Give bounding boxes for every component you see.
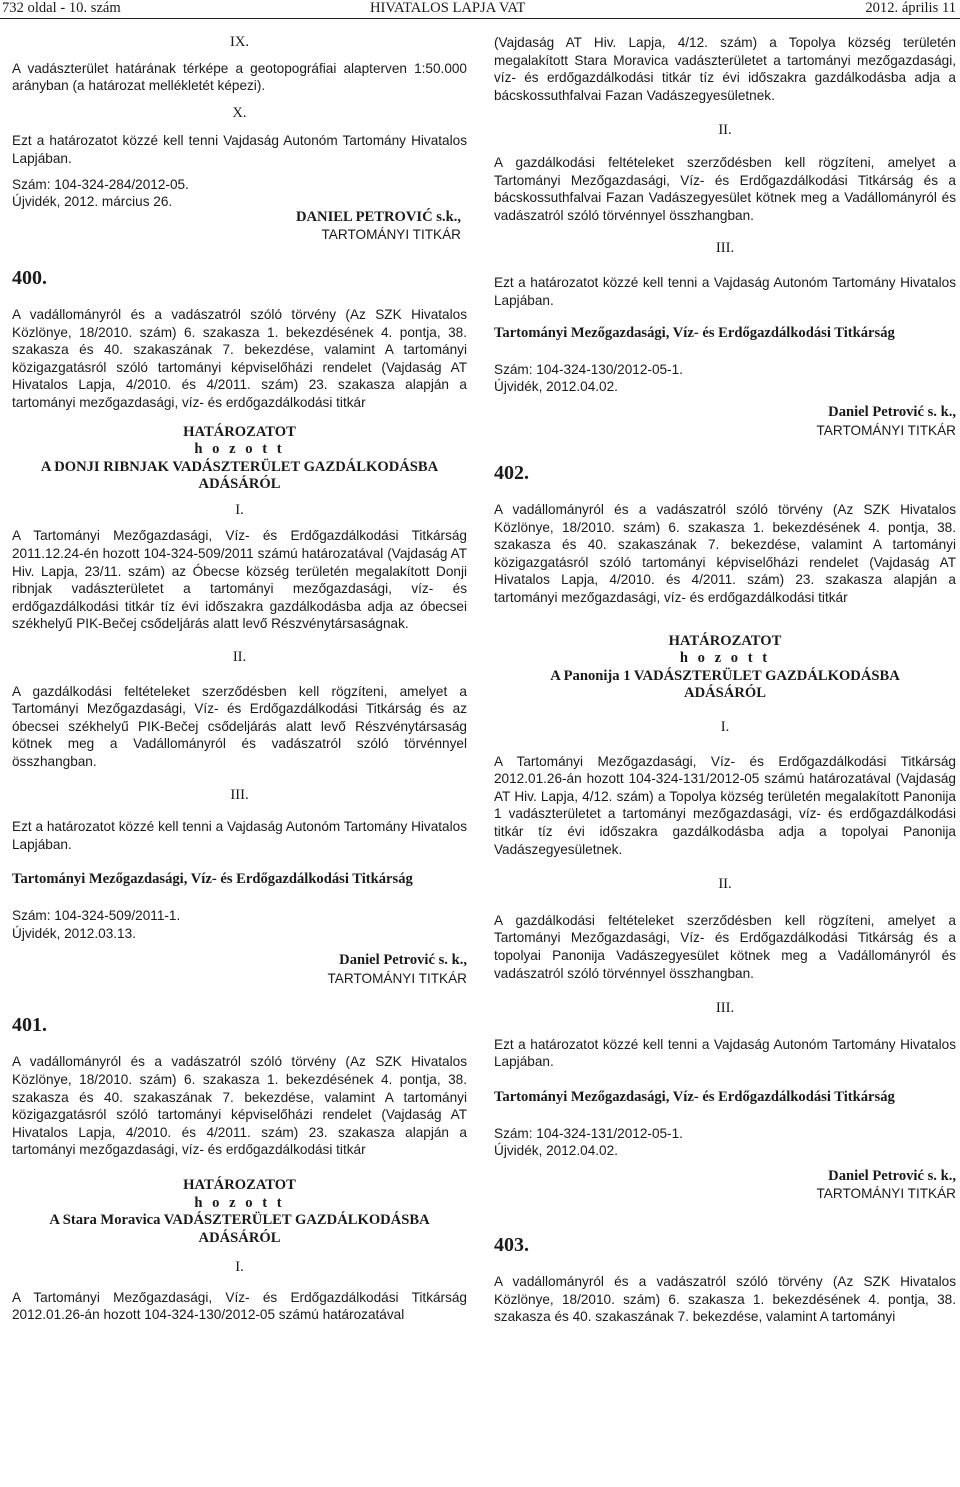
signature-name: DANIEL PETROVIĆ s.k., [295, 208, 461, 225]
decree-400-text-ii: A gazdálkodási feltételeket szerződésben kell rögzíteni, amelyet a Tartományi Mezőgazdasági, Víz- és Erdőgazdálkodási Titkárság és az óbecsei székhelyű PIK-Bečej csődeljárás alatt levő Részvénytársaság kötnek meg a Vadállományról és vadászatról szóló törvénnyel összhangban. [12, 683, 467, 769]
decree-400-date: Újvidék, 2012.03.13. [12, 925, 136, 941]
right-column [494, 34, 956, 1326]
decree-402-section-ii: II. [718, 876, 732, 893]
signature-title: TARTOMÁNYI TITKÁR [321, 227, 461, 243]
decree-401-title: A Stara Moravica VADÁSZTERÜLET GAZDÁLKODÁSBA ADÁSÁRÓL [49, 1212, 430, 1246]
decree-400-section-i: I. [235, 501, 244, 518]
decree-400-intro: A vadállományról és a vadászatról szóló törvény (Az SZK Hivatalos Közlönye, 18/2010. szám) 6. szakasza 1. bekezdésének 4. pontja, 38. szakasza és 40. szakaszának 7. bekezdése, valamint A tartományi közigazgatásról szóló tartományi képviselőházi rendelet (Vajdaság AT Hivatalos Lapja, 4/2010. és 4/2011. szám) 23. szakasza alapján a tartományi mezőgazdasági, víz- és erdőgazdálkodási titkár [12, 306, 467, 410]
decree-402-text-iii: Ezt a határozatot közzé kell tenni a Vajdaság Autonóm Tartomány Hivatalos Lapjában. [494, 1036, 956, 1070]
decree-401-text-i: A Tartományi Mezőgazdasági, Víz- és Erdőgazdálkodási Titkárság 2012.01.26-án hozott 104-324-130/2012-05 számú határozatával [12, 1289, 467, 1323]
section-x-heading: X. [232, 104, 247, 121]
decree-400-section-iii: III. [230, 786, 249, 803]
header-date: 2012. április 11 [865, 0, 956, 16]
decree-402-section-i: I. [720, 719, 730, 736]
header-journal-title: HIVATALOS LAPJA VAT [370, 0, 526, 16]
header-page-number: 732 oldal - 10. szám [2, 0, 121, 16]
decree-402-text-ii: A gazdálkodási feltételeket szerződésben kell rögzíteni, amelyet a Tartományi Mezőgazdasági, Víz- és Erdőgazdálkodási Titkárság és a topolyai Panonija Vadászegyesület kötnek meg a Vadállományról és vadászatról szóló törvénnyel összhangban. [494, 912, 956, 981]
decree-401-number: Szám: 104-324-130/2012-05-1. [494, 361, 683, 377]
decree-400-text-iii: Ezt a határozatot közzé kell tenni a Vajdaság Autonóm Tartomány Hivatalos Lapjában. [12, 819, 467, 852]
decree-number-403: 403. [494, 1233, 529, 1256]
decree-401-hatarozatot: HATÁROZATOT [183, 1176, 296, 1193]
page-header [0, 0, 960, 19]
decree-number-400: 400. [12, 266, 47, 289]
doc-number: Szám: 104-324-284/2012-05. [12, 176, 189, 192]
decree-402-hozott: h o z o t t [679, 650, 771, 667]
decree-401-signature-title: TARTOMÁNYI TITKÁR [816, 422, 956, 438]
decree-401-date: Újvidék, 2012.04.02. [494, 379, 618, 395]
decree-402-signature-name: Daniel Petrović s. k., [828, 1167, 956, 1184]
decree-401-text-i-continued: (Vajdaság AT Hiv. Lapja, 4/12. szám) a Topolya község területén megalakított Stara Moravica vadászterületet a tartományi mezőgazdasági, víz- és erdőgazdálkodási titkár tíz évi időszakra gazdálkodásba adja a bácskossuthfalvai Fazan Vadászegyesületnek. [494, 35, 956, 103]
decree-number-402: 402. [494, 462, 529, 485]
decree-400-institution: Tartományi Mezőgazdasági, Víz- és Erdőgazdálkodási Titkárság [12, 871, 413, 888]
decree-402-number: Szám: 104-324-131/2012-05-1. [494, 1125, 683, 1141]
decree-400-signature-name: Daniel Petrović s. k., [339, 952, 467, 969]
decree-402-section-iii: III. [715, 1000, 735, 1017]
decree-402-signature-title: TARTOMÁNYI TITKÁR [816, 1186, 956, 1202]
decree-400-number: Szám: 104-324-509/2011-1. [12, 907, 181, 923]
decree-402-date: Újvidék, 2012.04.02. [494, 1143, 618, 1159]
decree-401-text-iii: Ezt a határozatot közzé kell tenni a Vajdaság Autonóm Tartomány Hivatalos Lapjában. [494, 274, 956, 308]
decree-401-section-ii: II. [718, 122, 732, 139]
left-column [12, 34, 467, 1324]
decree-402-hatarozatot: HATÁROZATOT [668, 632, 782, 649]
decree-401-institution: Tartományi Mezőgazdasági, Víz- és Erdőgazdálkodási Titkárság [494, 325, 895, 342]
decree-400-hatarozatot: HATÁROZATOT [183, 423, 296, 440]
decree-402-text-i: A Tartományi Mezőgazdasági, Víz- és Erdőgazdálkodási Titkárság 2012.01.26-án hozott 104-324-131/2012-05 számú határozatával (Vajdaság AT Hiv. Lapja, 4/12. szám) a Topolya község területén megalakított Panonija 1 vadászterületet a tartományi mezőgazdasági, víz- és erdőgazdálkodási titkár tíz évi időszakra gazdálkodásba adja a topolyai Panonija Vadászegyesületnek. [494, 753, 956, 857]
decree-402-intro: A vadállományról és a vadászatról szóló törvény (Az SZK Hivatalos Közlönye, 18/2010. szám) 6. szakasza 1. bekezdésének 4. pontja, 38. szakasza és 40. szakaszának 7. bekezdése, valamint A tartományi közigazgatásról szóló tartományi képviselőházi rendelet (Vajdaság AT Hivatalos Lapja, 4/2010. és 4/2011. szám) 23. szakasza alapján a tartományi mezőgazdasági, víz- és erdőgazdálkodási titkár [494, 502, 956, 606]
decree-401-intro: A vadállományról és a vadászatról szóló törvény (Az SZK Hivatalos Közlönye, 18/2010. szám) 6. szakasza 1. bekezdésének 4. pontja, 38. szakasza és 40. szakaszának 7. bekezdése, valamint A tartományi közigazgatásról szóló tartományi képviselőházi rendelet (Vajdaság AT Hivatalos Lapja, 4/2010. és 4/2011. szám) 23. szakasza alapján a tartományi mezőgazdasági, víz- és erdőgazdálkodási titkár [12, 1054, 467, 1158]
decree-number-401: 401. [12, 1014, 47, 1037]
decree-402-institution: Tartományi Mezőgazdasági, Víz- és Erdőgazdálkodási Titkárság [494, 1088, 895, 1105]
decree-400-hozott: h o z o t t [194, 441, 285, 458]
decree-401-signature-name: Daniel Petrović s. k., [828, 403, 956, 420]
decree-401-section-iii: III. [715, 240, 735, 257]
section-ix-heading: IX. [229, 34, 250, 50]
section-ix-text: A vadászterület határának térképe a geotopográfiai alapterven 1:50.000 arányban (a határozat mellékletét képezi). [12, 60, 467, 94]
decree-401-hozott: h o z o t t [194, 1194, 285, 1211]
decree-400-signature-title: TARTOMÁNYI TITKÁR [327, 970, 467, 986]
decree-400-section-ii: II. [232, 649, 247, 666]
doc-date: Újvidék, 2012. március 26. [12, 194, 173, 210]
decree-402-title: A Panonija 1 VADÁSZTERÜLET GAZDÁLKODÁSBA ADÁSÁRÓL [550, 667, 900, 702]
decree-401-section-i: I. [235, 1259, 244, 1276]
decree-400-text-i: A Tartományi Mezőgazdasági, Víz- és Erdőgazdálkodási Titkárság 2011.12.24-én hozott 104-324-509/2011 számú határozatával (Vajdaság AT Hiv. Lapja, 23/11. szám) az Óbecse község területén megalakított Donji ribnjak vadászterületet a tartományi mezőgazdasági, víz- és erdőgazdálkodási titkár tíz évi időszakra gazdálkodásba adja az óbecsei székhelyű PIK-Bečej csődeljárás alatt levő Részvénytársaságnak. [12, 528, 467, 632]
decree-403-intro: A vadállományról és a vadászatról szóló törvény (Az SZK Hivatalos Közlönye, 18/2010. szám) 6. szakasza 1. bekezdésének 4. pontja, 38. szakasza és 40. szakaszának 7. bekezdése, valamint A tartományi [494, 1273, 956, 1325]
section-x-text: Ezt a határozatot közzé kell tenni Vajdaság Autonóm Tartomány Hivatalos Lapjában. [12, 133, 467, 166]
decree-400-title: A DONJI RIBNJAK VADÁSZTERÜLET GAZDÁLKODÁSBA ADÁSÁRÓL [40, 458, 439, 493]
decree-401-text-ii: A gazdálkodási feltételeket szerződésben kell rögzíteni, amelyet a Tartományi Mezőgazdasági, Víz- és Erdőgazdálkodási Titkárság és a bácskossuthfalvai Fazan Vadászegyesület kötnek meg a Vadállományról és vadászatról szóló törvénnyel összhangban. [494, 154, 956, 223]
